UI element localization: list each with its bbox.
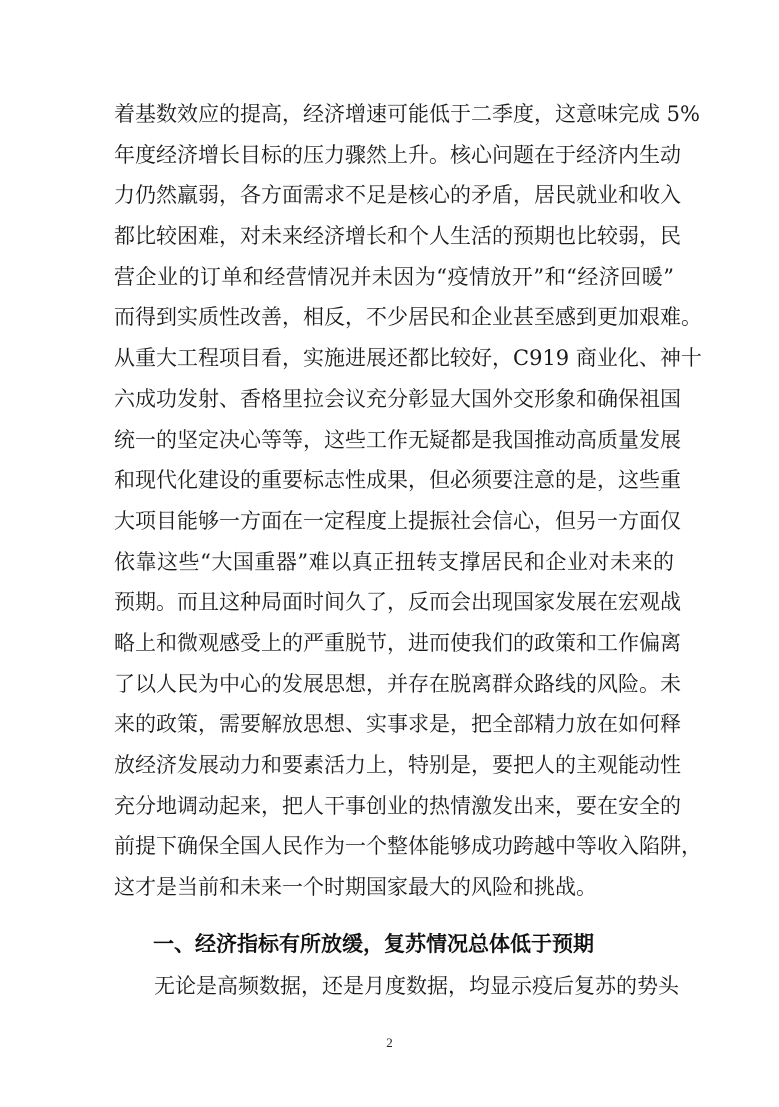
text-line: 年度经济增长目标的压力骤然上升。核心问题在于经济内生动 [114, 142, 681, 167]
text-line: 着基数效应的提高，经济增速可能低于二季度，这意味完成 5% [114, 102, 700, 126]
text-line: 依靠这些“大国重器”难以真正扭转支撑居民和企业对未来的 [114, 549, 674, 574]
section-heading: 一、经济指标有所放缓，复苏情况总体低于预期 [153, 932, 594, 956]
text-line: 预期。而且这种局面时间久了，反而会出现国家发展在宏观战 [114, 590, 681, 615]
text-line: 都比较困难，对未来经济增长和个人生活的预期也比较弱，民 [114, 224, 681, 249]
text-line: 这才是当前和未来一个时期国家最大的风险和挑战。 [114, 875, 597, 900]
page-number: 2 [386, 1035, 393, 1050]
text-line: 了以人民为中心的发展思想，并存在脱离群众路线的风险。未 [114, 671, 681, 696]
body-paragraph [114, 94, 702, 908]
text-line: 从重大工程项目看，实施进展还都比较好，C919 商业化、神十 [114, 346, 702, 371]
text-line: 而得到实质性改善，相反，不少居民和企业甚至感到更加艰难。 [114, 305, 702, 330]
text-line: 和现代化建设的重要标志性成果，但必须要注意的是，这些重 [114, 468, 681, 493]
text-line: 前提下确保全国人民作为一个整体能够成功跨越中等收入陷阱， [114, 834, 702, 859]
text-line: 充分地调动起来，把人干事创业的热情激发出来，要在安全的 [114, 793, 681, 818]
next-paragraph-line: 无论是高频数据，还是月度数据，均显示疫后复苏的势头 [154, 974, 679, 998]
text-line: 略上和微观感受上的严重脱节，进而使我们的政策和工作偏离 [114, 630, 681, 655]
text-line: 来的政策，需要解放思想、实事求是，把全部精力放在如何释 [114, 712, 681, 737]
text-line: 力仍然羸弱，各方面需求不足是核心的矛盾，居民就业和收入 [114, 183, 681, 208]
text-line: 大项目能够一方面在一定程度上提振社会信心，但另一方面仅 [114, 508, 681, 533]
text-line: 放经济发展动力和要素活力上，特别是，要把人的主观能动性 [114, 753, 681, 777]
text-line: 统一的坚定决心等等，这些工作无疑都是我国推动高质量发展 [114, 427, 681, 452]
text-line: 营企业的订单和经营情况并未因为“疫情放开”和“经济回暖” [114, 264, 674, 289]
text-line: 六成功发射、香格里拉会议充分彰显大国外交形象和确保祖国 [114, 386, 681, 411]
